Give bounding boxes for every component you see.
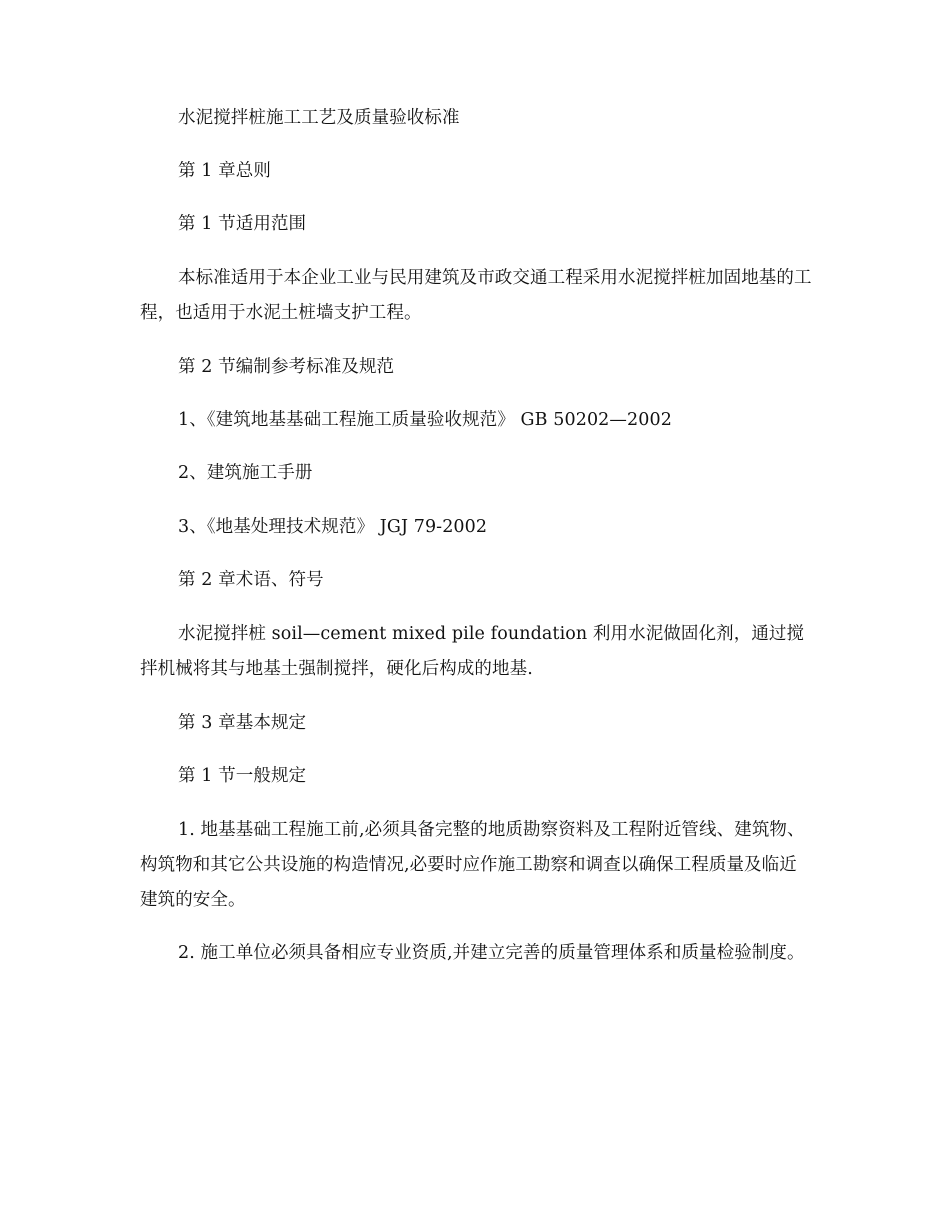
chapter-3-heading: 第 3 章基本规定 xyxy=(178,713,307,733)
reference-item-3: 3、《地基处理技术规范》 JGJ 79-2002 xyxy=(178,517,488,537)
document-title: 水泥搅拌桩施工工艺及质量验收标准 xyxy=(178,108,460,128)
scope-paragraph: 本标准适用于本企业工业与民用建筑及市政交通工程采用水泥搅拌桩加固地基的工程，也适用于水泥土桩墙支护工程。 xyxy=(140,268,812,323)
chapter-1-section-1-heading: 第 1 节适用范围 xyxy=(178,214,307,234)
chapter-1-section-2-heading: 第 2 节编制参考标准及规范 xyxy=(178,357,395,377)
term-definition-paragraph: 水泥搅拌桩 soil—cement mixed pile foundation 利用水泥做固化剂，通过搅拌机械将其与地基土强制搅拌，硬化后构成的地基. xyxy=(140,624,805,679)
chapter-3-section-1-heading: 第 1 节一般规定 xyxy=(178,766,307,786)
general-rule-2: 2. 施工单位必须具备相应专业资质,并建立完善的质量管理体系和质量检验制度。 xyxy=(178,943,805,963)
reference-item-2: 2、建筑施工手册 xyxy=(178,463,313,483)
chapter-2-heading: 第 2 章术语、符号 xyxy=(178,570,324,590)
general-rule-1: 1. 地基基础工程施工前,必须具备完整的地质勘察资料及工程附近管线、建筑物、构筑物和其它公共设施的构造情况,必要时应作施工勘察和调查以确保工程质量及临近建筑的安全。 xyxy=(140,820,805,910)
reference-item-1: 1、《建筑地基基础工程施工质量验收规范》 GB 50202—2002 xyxy=(178,410,672,430)
chapter-1-heading: 第 1 章总则 xyxy=(178,161,271,181)
